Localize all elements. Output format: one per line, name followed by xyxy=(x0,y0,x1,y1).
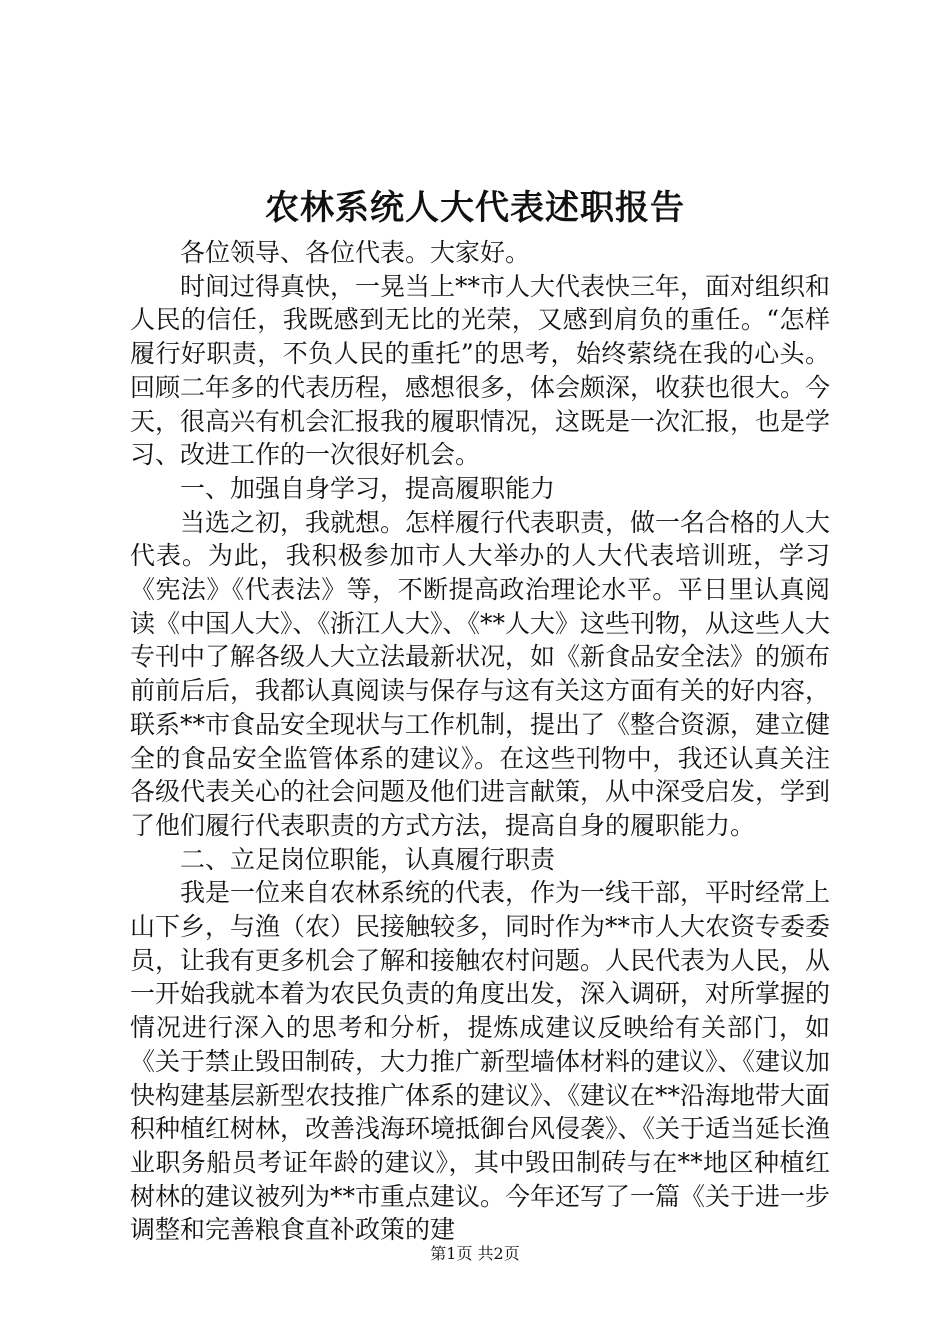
page-indicator: 第1页 共2页 xyxy=(430,1244,520,1263)
section-heading-1: 一、加强自身学习，提高履职能力 xyxy=(180,473,556,503)
page-footer xyxy=(0,1244,950,1264)
document-title: 农林系统人大代表述职报告 xyxy=(265,188,685,228)
paragraph-section-2: 我是一位来自农林系统的代表，作为一线干部，平时经常上山下乡，与渔（农）民接触较多，同时作为**市人大农资专委委员，让我有更多机会了解和接触农村问题。人民代表为人民，从一开始我就本着为农民负责的角度出发，深入调研，对所掌握的情况进行深入的思考和分析，提炼成建议反映给有关部门，如《关于禁止毁田制砖，大力推广新型墙体材料的建议》、《建议加快构建基层新型农技推广体系的建议》、《建议在**沿海地带大面积种植红树林，改善浅海环境抵御台风侵袭》、《关于适当延长渔业职务船员考证年龄的建议》，其中毁田制砖与在**地区种植红树林的建议被列为**市重点建议。今年还写了一篇《关于进一步调整和完善粮食直补政策的建 xyxy=(130,878,831,1245)
paragraph-greeting: 各位领导、各位代表。大家好。 xyxy=(180,238,531,267)
paragraph-intro: 时间过得真快，一晃当上**市人大代表快三年，面对组织和人民的信任，我既感到无比的光荣，又感到肩负的重任。“怎样履行好职责，不负人民的重托”的思考，始终萦绕在我的心头。回顾二年多的代表历程，感想很多，体会颇深，收获也很大。今天，很高兴有机会汇报我的履职情况，这既是一次汇报，也是学习、改进工作的一次很好机会。 xyxy=(130,271,831,470)
section-heading-2: 二、立足岗位职能，认真履行职责 xyxy=(180,844,556,874)
document-body xyxy=(130,236,830,1247)
paragraph-section-1: 当选之初，我就想。怎样履行代表职责，做一名合格的人大代表。为此，我积极参加市人大举办的人大代表培训班，学习《宪法》《代表法》等，不断提高政治理论水平。平日里认真阅读《中国人大》、《浙江人大》、《**人大》这些刊物，从这些人大专刊中了解各级人大立法最新状况，如《新食品安全法》的颁布前前后后，我都认真阅读与保存与这有关这方面有关的好内容，联系**市食品安全现状与工作机制，提出了《整合资源，建立健全的食品安全监管体系的建议》。在这些刊物中，我还认真关注各级代表关心的社会问题及他们进言献策，从中深受启发，学到了他们履行代表职责的方式方法，提高自身的履职能力。 xyxy=(130,507,831,840)
